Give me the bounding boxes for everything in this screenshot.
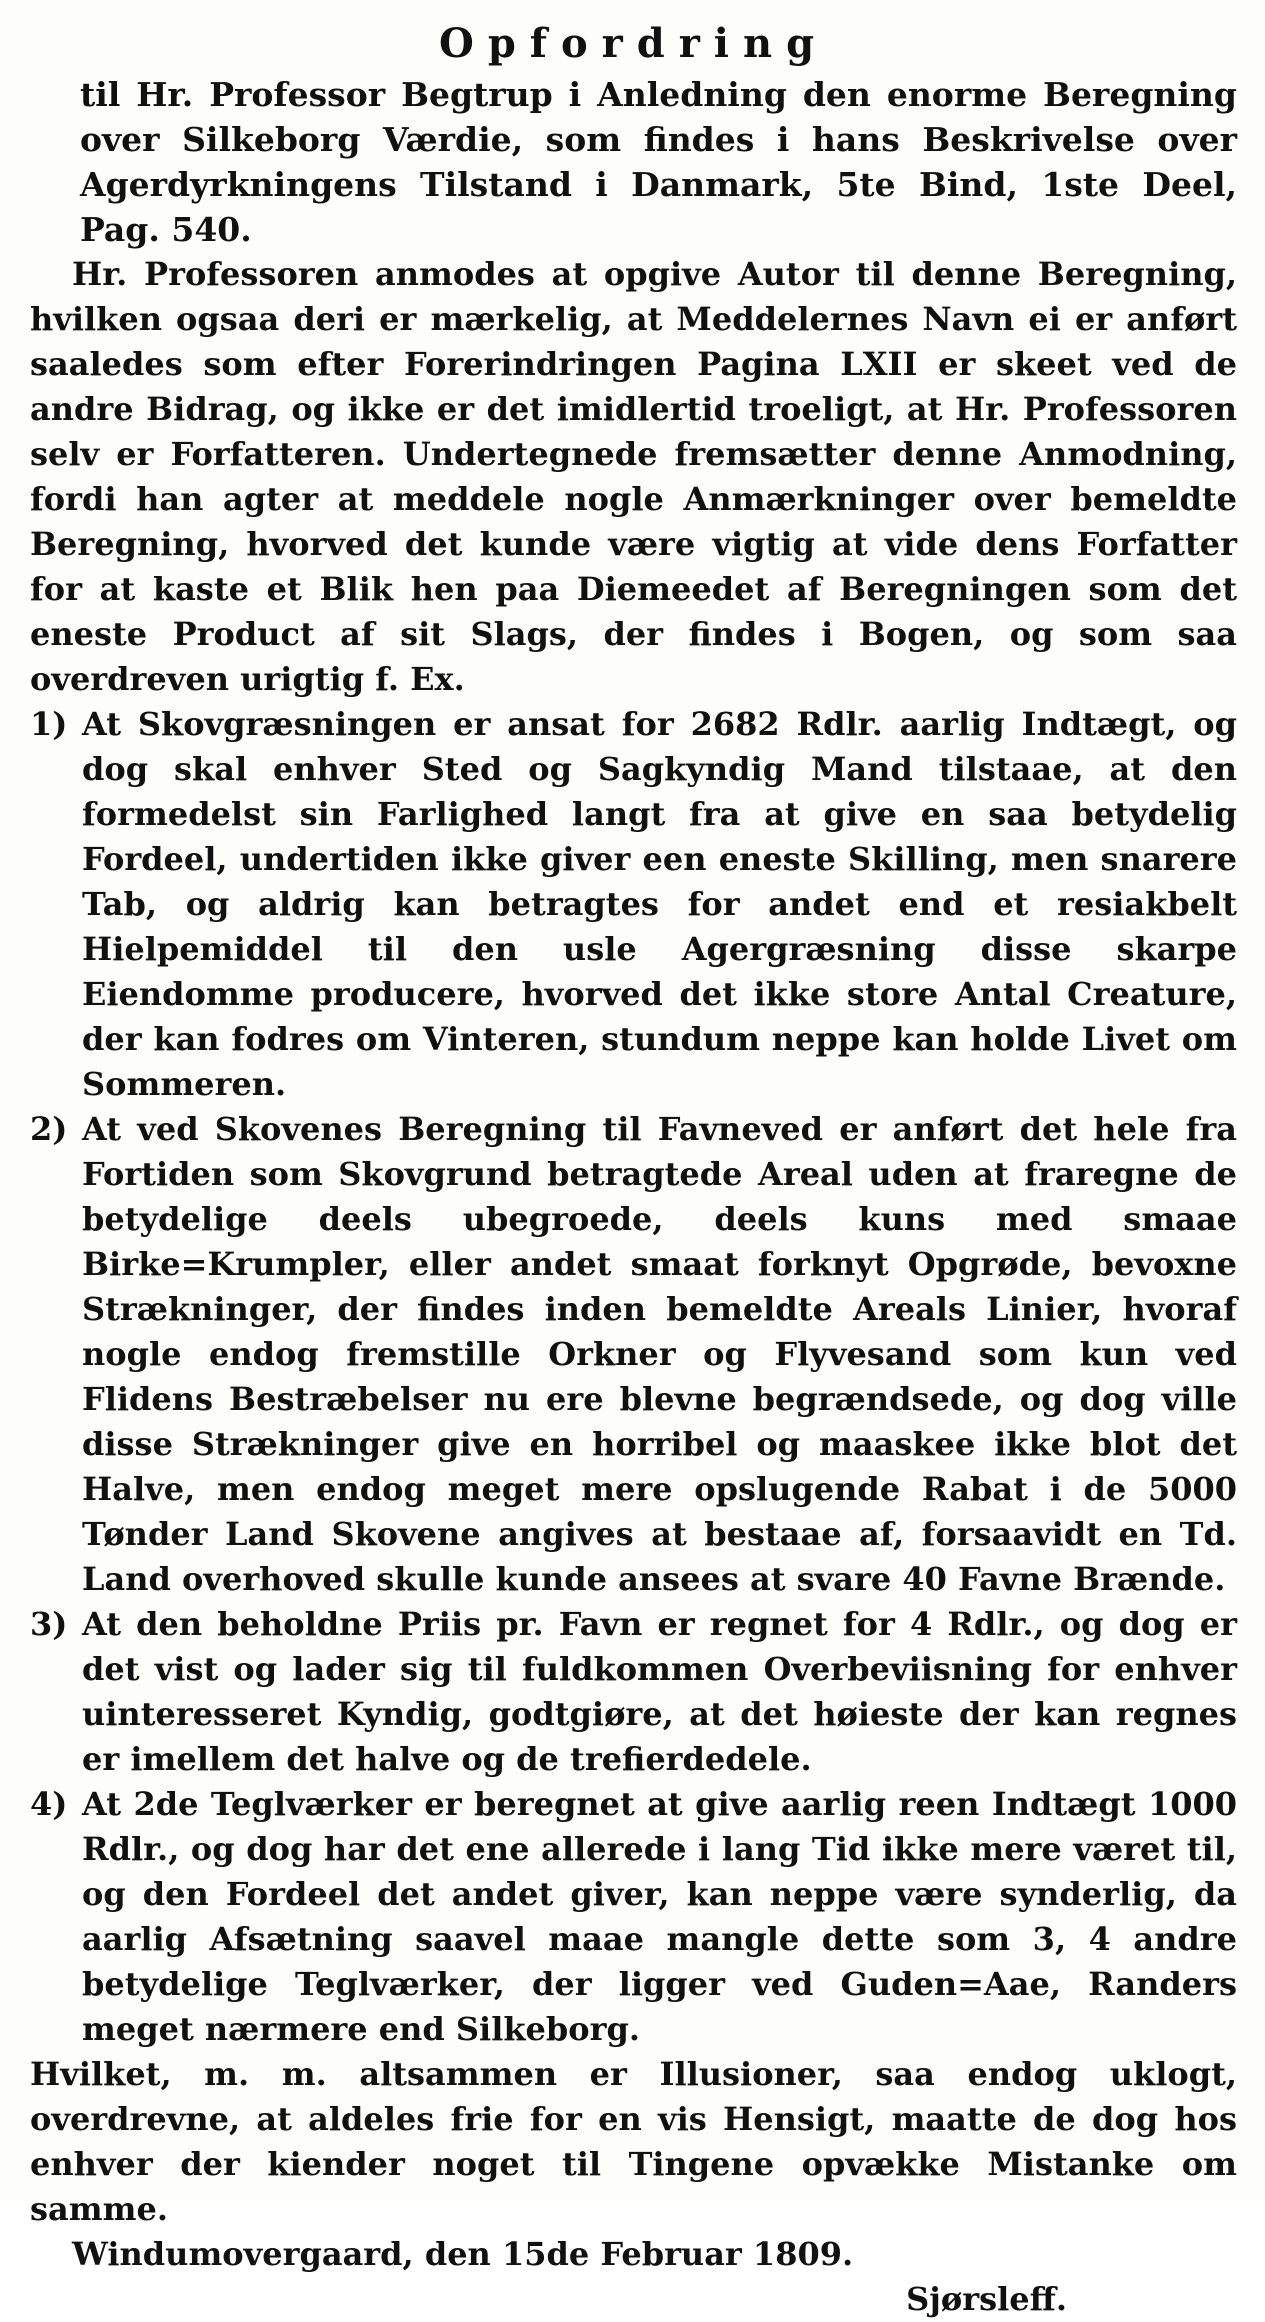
place-and-date: Windumovergaard, den 15de Februar 1809. [72, 2235, 854, 2273]
list-item-text: At den beholdne Priis pr. Favn er regnet for 4 Rdlr., og dog er det vist og lader sig til fuldkommen Overbeviisning for enhver uinteresseret Kyndig, godtgiøre, at det høieste der kan regnes er imellem det halve og de trefierdedele. [82, 1605, 1237, 1778]
list-item [30, 702, 1237, 1107]
list-item-text: At Skovgræsningen er ansat for 2682 Rdlr. aarlig Indtægt, og dog skal enhver Sted og Sagkyndig Mand tilstaae, at den formedelst sin Farlighed langt fra at give en saa betydelig Fordeel, undertiden ikke giver een eneste Skilling, men snarere Tab, og aldrig kan betragtes for andet end et resiakbelt Hielpemiddel til den usle Agergræsning disse skarpe Eiendomme producere, hvorved det ikke store Antal Creature, der kan fodres om Vinteren, stundum neppe kan holde Livet om Sommeren. [82, 705, 1237, 1103]
intro-paragraph: Hr. Professoren anmodes at opgive Autor til denne Beregning, hvilken ogsaa deri er mærkelig, at Meddelernes Navn ei er anført saaledes som efter Forerindringen Pagina LXII er skeet ved de andre Bidrag, og ikke er det imidlertid troeligt, at Hr. Professoren selv er Forfatteren. Undertegnede fremsætter denne Anmodning, fordi han agter at meddele nogle Anmærkninger over bemeldte Beregning, hvorved det kunde være vigtig at vide dens Forfatter for at kaste et Blik hen paa Diemeedet af Beregningen som det eneste Product af sit Slags, der findes i Bogen, og som saa overdreven urigtig f. Ex. [30, 255, 1237, 698]
list-item-number: 1) [30, 705, 68, 743]
list-item-number: 4) [30, 1785, 68, 1823]
signature: Sjørsleff. [906, 2280, 1067, 2318]
document-heading: Opfordring [438, 20, 829, 67]
list-item [30, 1602, 1237, 1782]
list-item [30, 1107, 1237, 1602]
list-item [30, 1782, 1237, 2052]
numbered-list [30, 702, 1237, 2052]
list-item-text: At ved Skovenes Beregning til Favneved er anført det hele fra Fortiden som Skovgrund betragtede Areal uden at fraregne de betydelige deels ubegroede, deels kuns med smaae Birke=Krumpler, eller andet smaat forknyt Opgrøde, bevoxne Strækninger, der findes inden bemeldte Areals Linier, hvoraf nogle endog fremstille Orkner og Flyvesand som kun ved Flidens Bestræbelser nu ere blevne begrændsede, og dog ville disse Strækninger give en horribel og maaskee ikke blot det Halve, men endog meget mere opslugende Rabat i de 5000 Tønder Land Skovene angives at bestaae af, forsaavidt en Td. Land overhoved skulle kunde ansees at svare 40 Favne Brænde. [82, 1110, 1237, 1598]
list-item-text: At 2de Teglværker er beregnet at give aarlig reen Indtægt 1000 Rdlr., og dog har det ene allerede i lang Tid ikke mere været til, og den Fordeel det andet giver, kan neppe være synderlig, da aarlig Afsætning saavel maae mangle dette som 3, 4 andre betydelige Teglværker, der ligger ved Guden=Aae, Randers meget nærmere end Silkeborg. [82, 1785, 1237, 2048]
closing-paragraph: Hvilket, m. m. altsammen er Illusioner, saa endog uklogt, overdrevne, at aldeles frie for en vis Hensigt, maatte de dog hos enhver der kiender noget til Tingene opvække Mistanke om samme. [30, 2055, 1237, 2228]
list-item-number: 3) [30, 1605, 68, 1643]
list-item-number: 2) [30, 1110, 68, 1148]
document-subtitle: til Hr. Professor Begtrup i Anledning den enorme Beregning over Silkeborg Værdie, som findes i hans Beskrivelse over Agerdyrkningens Tilstand i Danmark, 5te Bind, 1ste Deel, Pag. 540. [80, 75, 1237, 249]
